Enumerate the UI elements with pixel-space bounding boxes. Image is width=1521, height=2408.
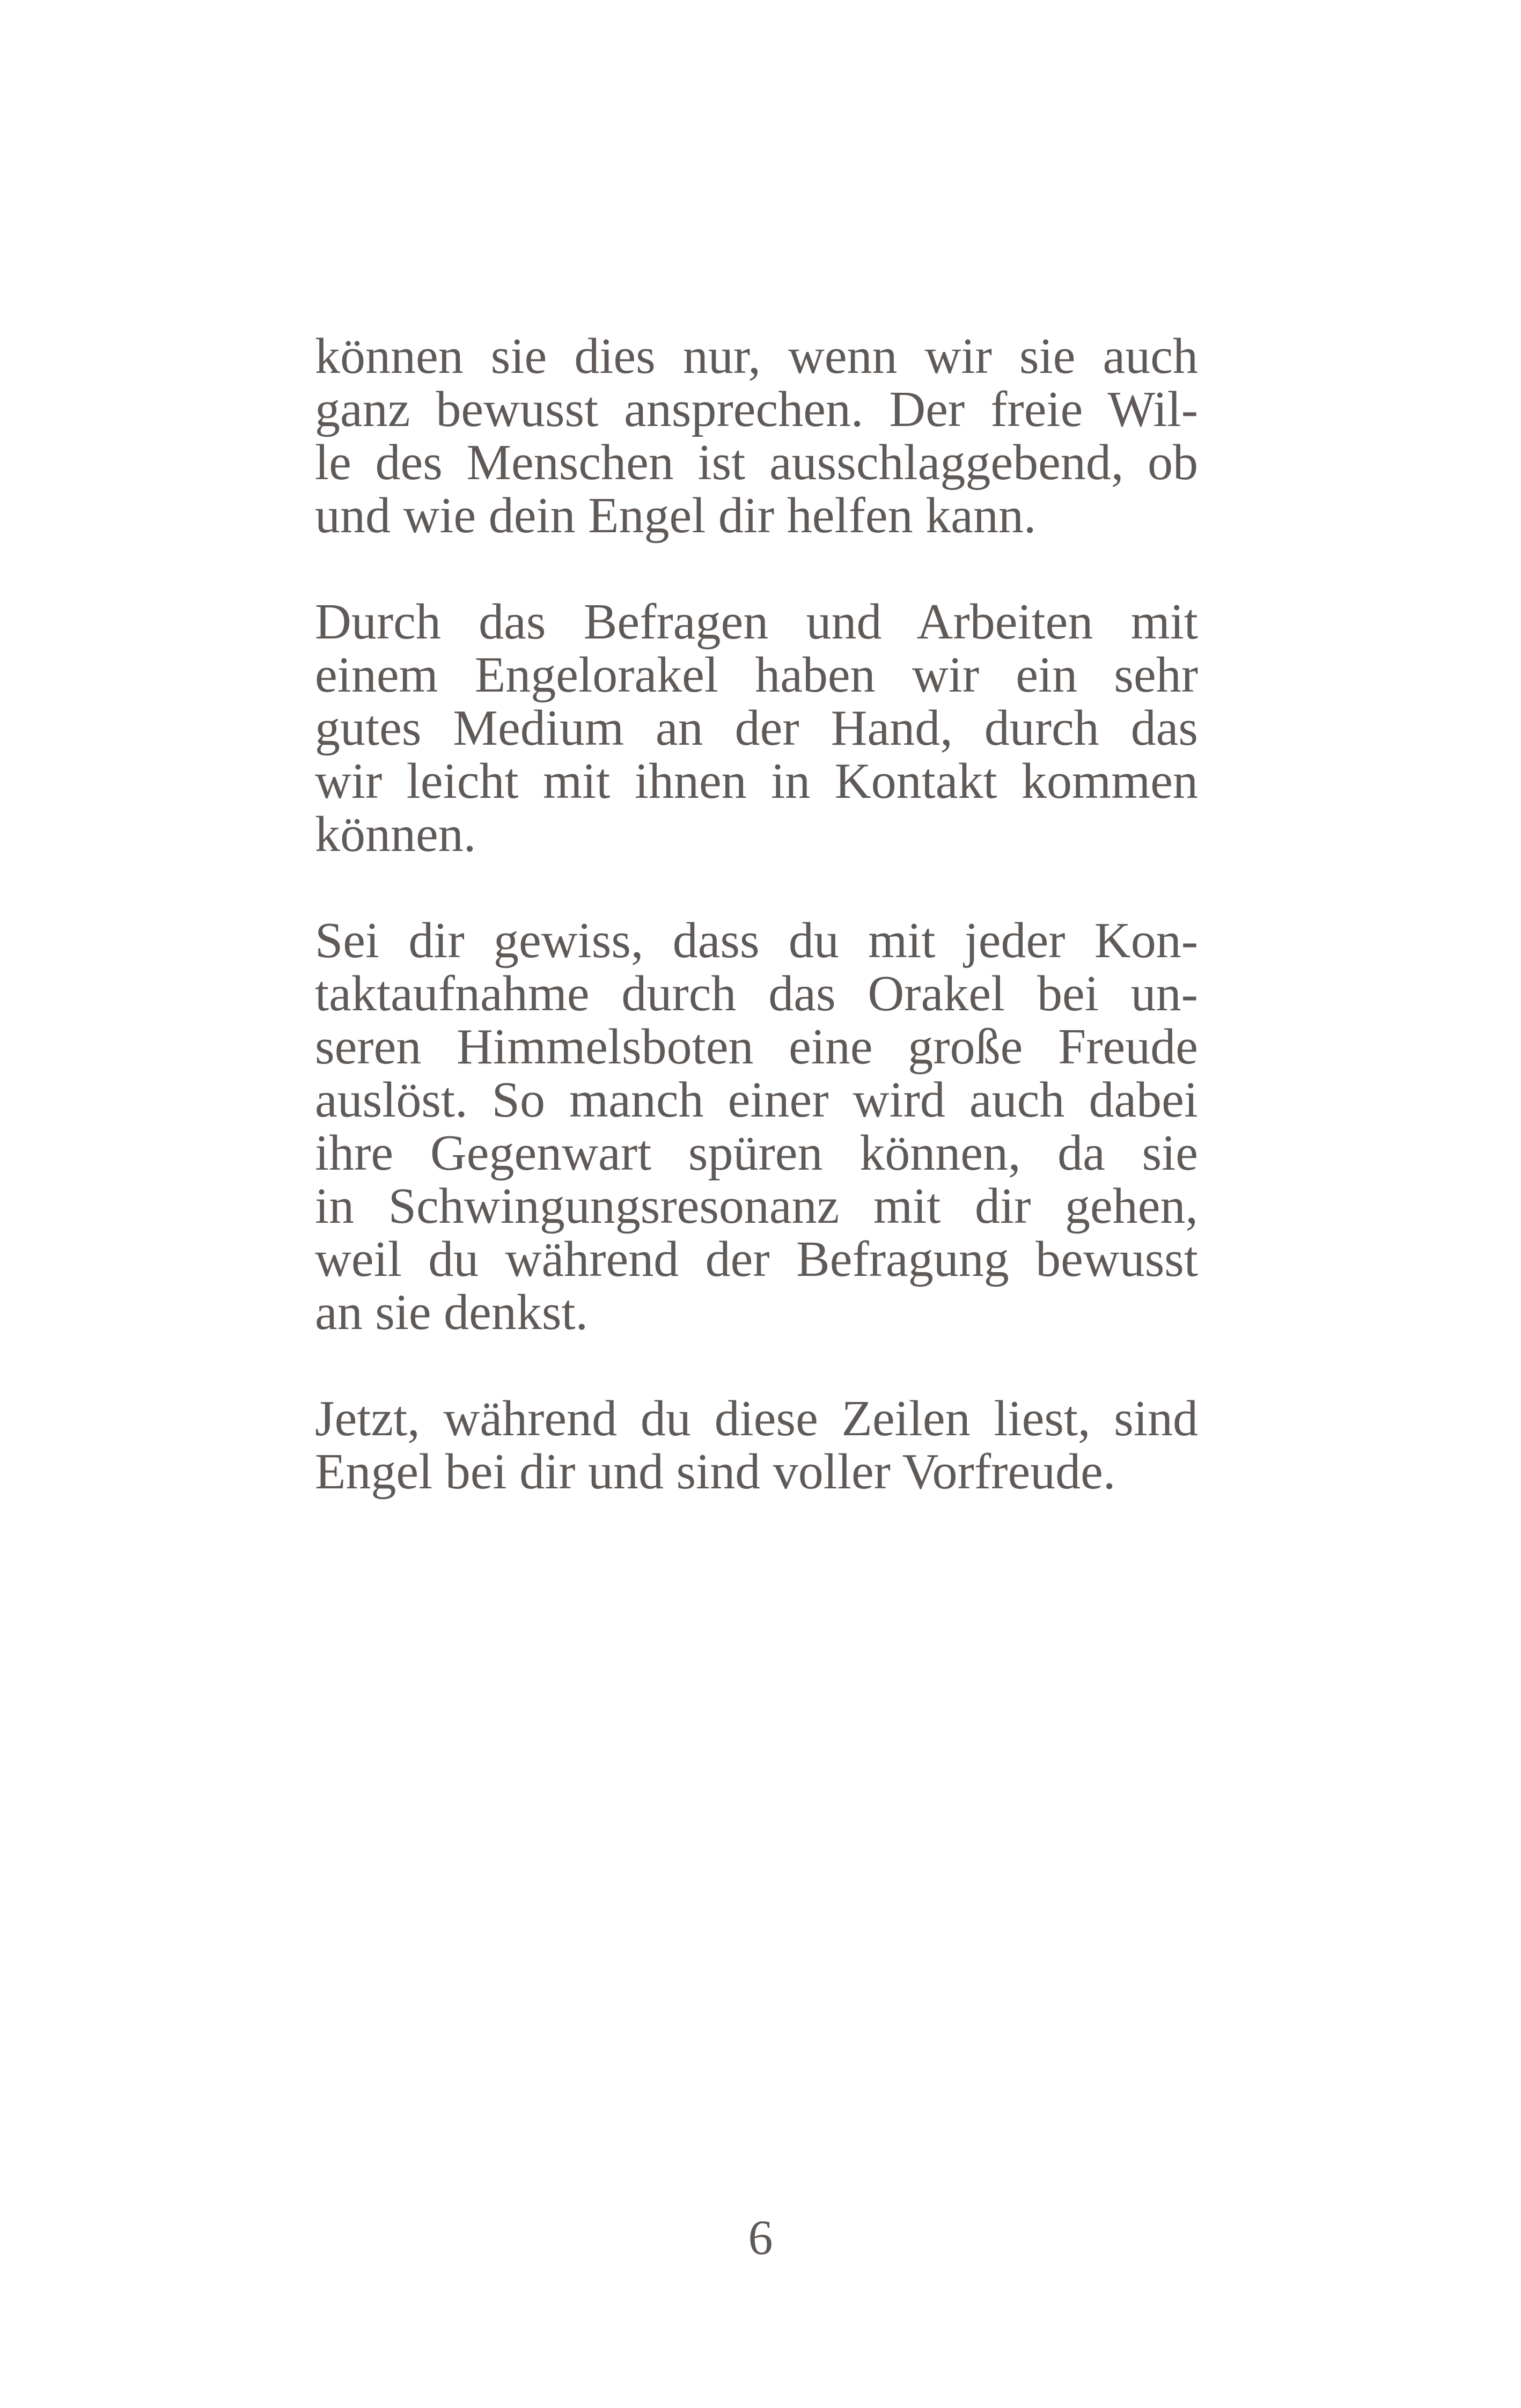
- text-line: taktaufnahme durch das Orakel bei un-: [315, 966, 1198, 1022]
- text-line: Jetzt, während du diese Zeilen liest, sind: [315, 1391, 1198, 1447]
- text-line: in Schwingungsresonanz mit dir gehen,: [315, 1178, 1198, 1234]
- paragraph-spacer: [315, 542, 1198, 596]
- text-line: auslöst. So manch einer wird auch dabei: [315, 1072, 1198, 1128]
- text-line: Engel bei dir und sind voller Vorfreude.: [315, 1444, 1116, 1500]
- text-line: einem Engelorakel haben wir ein sehr: [315, 647, 1198, 703]
- text-line: weil du während der Befragung bewusst: [315, 1231, 1198, 1287]
- text-line: seren Himmelsboten eine große Freude: [315, 1019, 1198, 1075]
- body-text: [315, 330, 1198, 1499]
- text-line: können.: [315, 806, 476, 862]
- text-line: Sei dir gewiss, dass du mit jeder Kon-: [315, 913, 1198, 968]
- text-line: wir leicht mit ihnen in Kontakt kommen: [315, 753, 1198, 809]
- page-number: 6: [748, 2210, 773, 2265]
- paragraph-1: [315, 330, 1198, 542]
- text-line: ganz bewusst ansprechen. Der freie Wil-: [315, 381, 1198, 437]
- text-line: Durch das Befragen und Arbeiten mit: [315, 594, 1198, 650]
- text-line: und wie dein Engel dir helfen kann.: [315, 488, 1037, 544]
- paragraph-2: [315, 596, 1198, 861]
- paragraph-3: [315, 914, 1198, 1339]
- text-line: ihre Gegenwart spüren können, da sie: [315, 1125, 1198, 1181]
- paragraph-spacer: [315, 861, 1198, 914]
- paragraph-spacer: [315, 1339, 1198, 1392]
- paragraph-4: [315, 1392, 1198, 1499]
- text-line: an sie denkst.: [315, 1284, 589, 1340]
- text-line: le des Menschen ist ausschlaggebend, ob: [315, 435, 1198, 490]
- text-line: können sie dies nur, wenn wir sie auch: [315, 328, 1198, 384]
- text-line: gutes Medium an der Hand, durch das: [315, 700, 1198, 756]
